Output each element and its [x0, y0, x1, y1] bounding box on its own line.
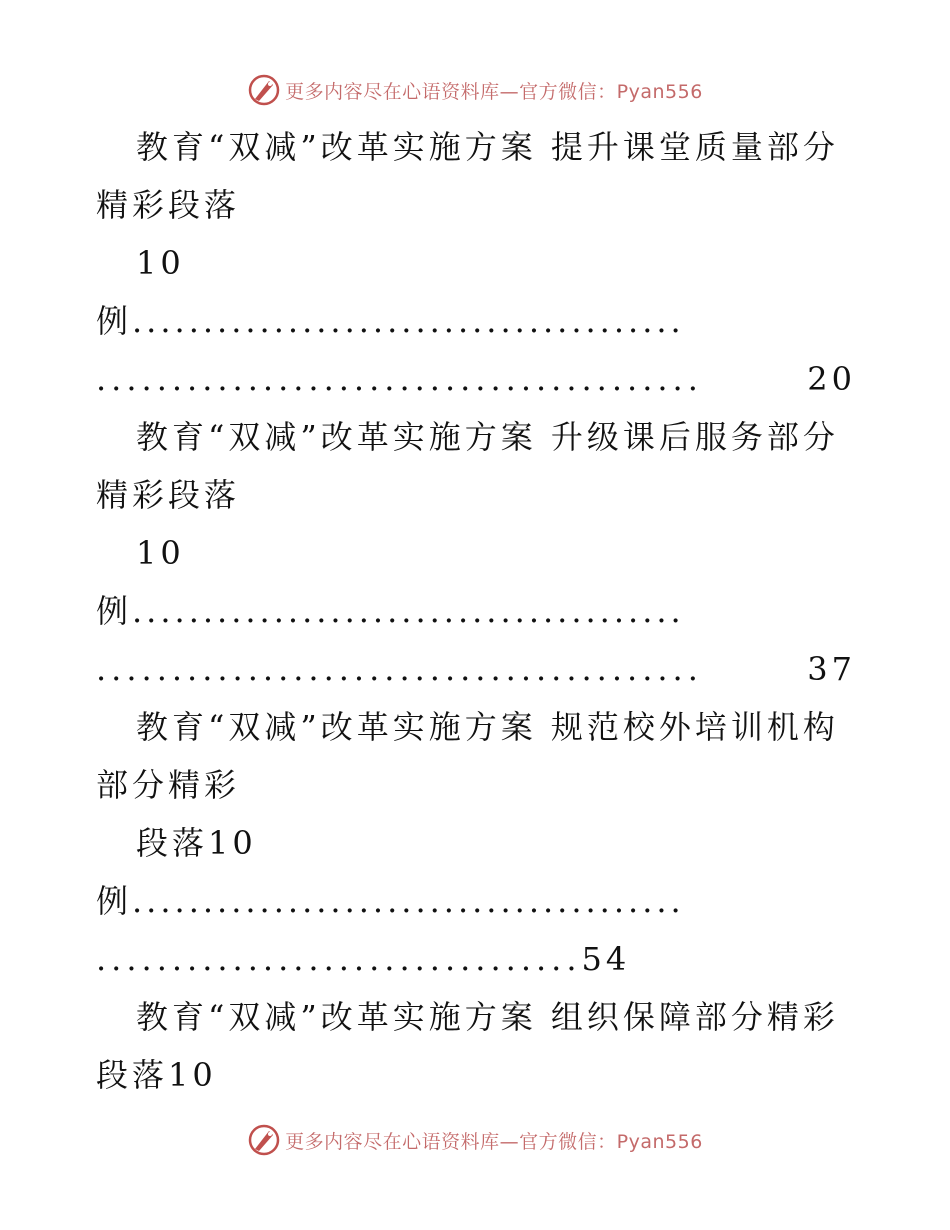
toc-dot-leader: ........................................	[96, 650, 703, 688]
toc-entry-title-cont: 部分精彩	[96, 766, 241, 804]
footer-banner	[0, 1120, 950, 1160]
toc-entry-title[interactable]: 教育“双减”改革实施方案 组织保障部分精彩	[136, 998, 839, 1036]
toc-entry-count: 10	[136, 244, 185, 282]
toc-entry-title-cont: 精彩段落	[96, 186, 241, 224]
toc-entry-page-line	[96, 350, 856, 408]
header-banner-text: 更多内容尽在心语资料库—官方微信：Pyan556	[285, 80, 703, 103]
toc-page-number[interactable]: 20	[807, 360, 856, 398]
toc-entry-leader: 例.......................................	[96, 592, 685, 630]
toc-entry-count: 10	[136, 534, 185, 572]
toc-entry-count: 段落10	[136, 824, 257, 862]
toc-dot-leader: ................................	[96, 940, 582, 978]
toc-entry-leader: 例.......................................	[96, 302, 685, 340]
toc-entry-title[interactable]: 教育“双减”改革实施方案 升级课后服务部分	[136, 418, 839, 456]
pen-logo-icon	[247, 1123, 281, 1157]
toc-page-number[interactable]: 54	[581, 940, 631, 978]
footer-banner-text: 更多内容尽在心语资料库—官方微信：Pyan556	[285, 1130, 703, 1153]
toc-page-number[interactable]: 37	[807, 650, 856, 688]
toc-dot-leader: ........................................	[96, 360, 703, 398]
toc-entry-title[interactable]: 教育“双减”改革实施方案 规范校外培训机构	[136, 708, 839, 746]
toc-content	[96, 118, 856, 1104]
toc-entry-leader: 例.......................................	[96, 882, 685, 920]
toc-entry-page-line	[96, 640, 856, 698]
header-banner	[0, 70, 950, 110]
pen-logo-icon	[247, 73, 281, 107]
toc-entry-title-cont: 精彩段落	[96, 476, 241, 514]
toc-entry-page-line	[96, 930, 856, 988]
toc-entry-title-cont: 段落10	[96, 1056, 217, 1094]
toc-entry-title[interactable]: 教育“双减”改革实施方案 提升课堂质量部分	[136, 128, 839, 166]
